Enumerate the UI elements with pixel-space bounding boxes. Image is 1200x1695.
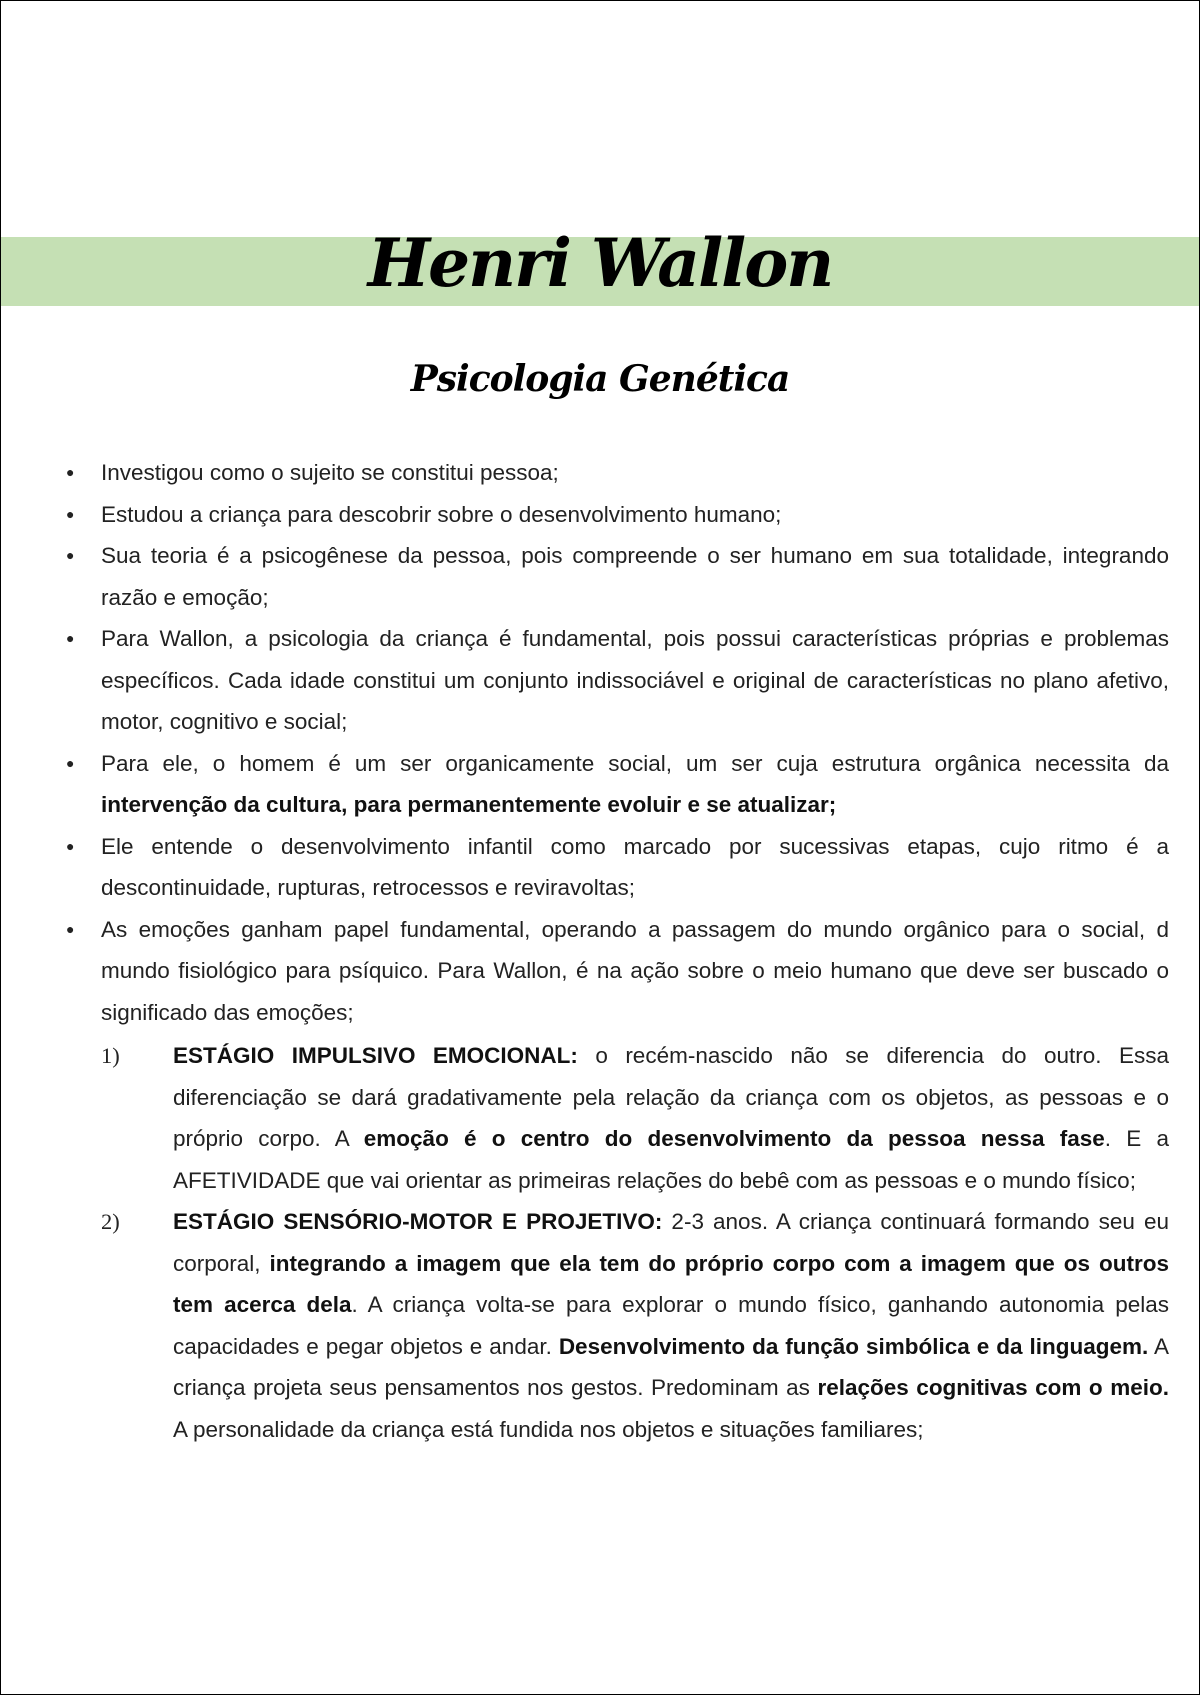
- stage-item: 2) ESTÁGIO SENSÓRIO-MOTOR E PROJETIVO: 2-3 anos. A criança continuará formando seu eu corporal, integrando a imagem que ela tem do próprio corpo com a imagem que os outros tem acerca dela. A criança volta-se para explorar o mundo físico, ganhando autonomia pelas capacidades e pegar objetos e andar. Desenvolvimento da função simbólica e da linguagem. A criança projeta seus pensamentos nos gestos. Predominam as relações cognitivas com o meio. A personalidade da criança está fundida nos objetos e situações familiares;: [101, 1201, 1169, 1450]
- stage-heading: ESTÁGIO IMPULSIVO EMOCIONAL:: [173, 1043, 578, 1068]
- stages-list: [101, 1035, 1169, 1450]
- page-subtitle: Psicologia Genética: [410, 358, 790, 400]
- page-title: Henri Wallon: [367, 224, 833, 302]
- stage-number: 2): [101, 1209, 120, 1234]
- list-item: ● As emoções ganham papel fundamental, operando a passagem do mundo orgânico para o social, d mundo fisiológico para psíquico. Para Wallon, é na ação sobre o meio humano que deve ser buscado o significado das emoções; 1) ESTÁGIO IMPULSIVO EMOCIONAL: o recém-nascido não se diferencia do outro. Essa diferenciação se dará gradativamente pela relação da criança com os objetos, as pessoas e o próprio corpo. A emoção é o centro do desenvolvimento da pessoa nessa fase. E a AFETIVIDADE que vai orientar as primeiras relações do bebê com as pessoas e o mundo físico; 2) ESTÁGIO SENSÓRIO-MOTOR E PROJETIVO: 2-3 anos. A criança continuará formando seu eu corporal, integrando a imagem que ela tem do próprio corpo com a imagem que os outros tem acerca dela. A criança volta-se para explorar o mundo físico, ganhando autonomia pelas capacidades e pegar objetos e andar. Desenvolvimento da função simbólica e da linguagem. A criança projeta seus pensamentos nos gestos. Predominam as relações cognitivas com o meio. A personalidade da criança está fundida nos objetos e situações familiares;: [101, 909, 1169, 1451]
- list-item: ● Investigou como o sujeito se constitui pessoa;: [101, 452, 1169, 494]
- list-item: ● Estudou a criança para descobrir sobre o desenvolvimento humano;: [101, 494, 1169, 536]
- list-item: ● Para Wallon, a psicologia da criança é fundamental, pois possui características próprias e problemas específicos. Cada idade constitui um conjunto indissociável e original de características no plano afetivo, motor, cognitivo e social;: [101, 618, 1169, 743]
- stage-number: 1): [101, 1043, 120, 1068]
- list-item: ● Ele entende o desenvolvimento infantil como marcado por sucessivas etapas, cujo ritmo é a descontinuidade, rupturas, retrocessos e reviravoltas;: [101, 826, 1169, 909]
- list-item: ● Para ele, o homem é um ser organicamente social, um ser cuja estrutura orgânica necessita da intervenção da cultura, para permanentemente evoluir e se atualizar;: [101, 743, 1169, 826]
- bullet-list: [101, 452, 1169, 1450]
- stage-item: 1) ESTÁGIO IMPULSIVO EMOCIONAL: o recém-nascido não se diferencia do outro. Essa diferenciação se dará gradativamente pela relação da criança com os objetos, as pessoas e o próprio corpo. A emoção é o centro do desenvolvimento da pessoa nessa fase. E a AFETIVIDADE que vai orientar as primeiras relações do bebê com as pessoas e o mundo físico;: [101, 1035, 1169, 1201]
- stage-heading: ESTÁGIO SENSÓRIO-MOTOR E PROJETIVO:: [173, 1209, 663, 1234]
- list-item: ● Sua teoria é a psicogênese da pessoa, pois compreende o ser humano em sua totalidade, integrando razão e emoção;: [101, 535, 1169, 618]
